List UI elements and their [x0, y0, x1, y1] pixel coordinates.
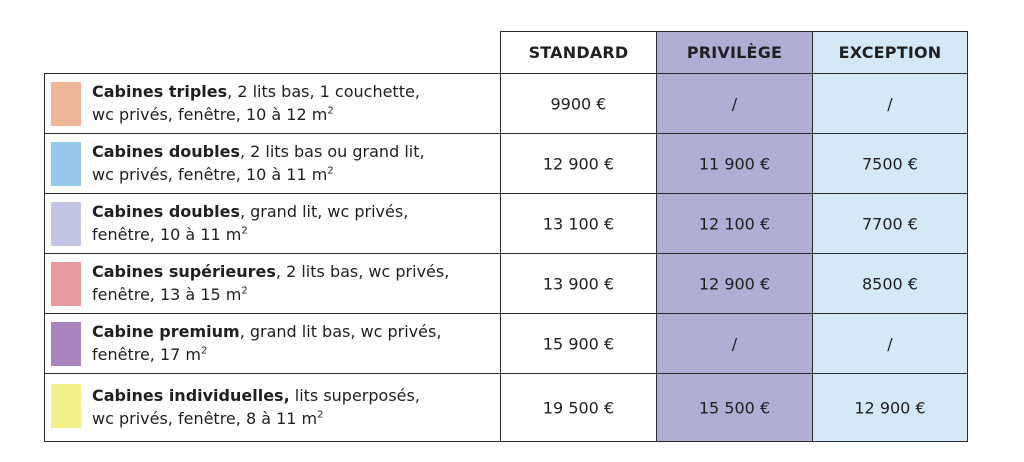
price-standard-cell — [500, 253, 657, 314]
unit-superscript: 2 — [241, 225, 248, 237]
cabin-description-cell — [44, 373, 501, 442]
table-row — [44, 193, 968, 254]
cabin-description-cell — [44, 253, 501, 314]
price-standard-cell — [500, 313, 657, 374]
price-exception: / — [887, 94, 893, 113]
cabin-name: Cabines individuelles, — [92, 386, 290, 405]
cabin-description — [92, 320, 492, 366]
price-privilege: 11 900 € — [698, 154, 771, 173]
price-exception: 7500 € — [862, 154, 918, 173]
price-exception: 12 900 € — [854, 398, 926, 417]
cabin-color-swatch — [51, 202, 81, 246]
price-privilege-cell — [656, 193, 813, 254]
header-exception: EXCEPTION — [812, 31, 968, 74]
table-row — [44, 313, 968, 374]
price-exception-cell — [812, 193, 968, 254]
price-privilege-cell — [656, 133, 813, 194]
price-privilege-cell — [656, 373, 813, 442]
unit-superscript: 2 — [327, 105, 334, 117]
table-row — [44, 73, 968, 134]
price-standard-cell — [500, 133, 657, 194]
price-standard: 15 900 € — [542, 334, 615, 353]
cabin-features-line2: fenêtre, 13 à 15 m — [92, 285, 242, 304]
price-standard: 19 500 € — [542, 398, 615, 417]
cabin-description — [92, 140, 492, 186]
price-standard: 13 100 € — [542, 214, 615, 233]
unit-superscript: 2 — [317, 409, 324, 421]
cabin-features-line2: wc privés, fenêtre, 10 à 12 m — [92, 105, 328, 124]
cabin-name: Cabines doubles — [92, 142, 240, 161]
cabin-description-cell — [44, 133, 501, 194]
price-standard: 12 900 € — [542, 154, 615, 173]
cabin-features-line2: fenêtre, 10 à 11 m — [92, 225, 242, 244]
cabin-name: Cabines supérieures — [92, 262, 276, 281]
price-exception: 8500 € — [862, 274, 918, 293]
cabin-features-line1: , 2 lits bas, 1 couchette, — [227, 82, 420, 101]
price-privilege-cell — [656, 313, 813, 374]
cabin-features-line1: , 2 lits bas, wc privés, — [275, 262, 450, 281]
unit-superscript: 2 — [201, 345, 208, 357]
cabin-color-swatch — [51, 142, 81, 186]
price-privilege-cell — [656, 253, 813, 314]
price-privilege: 12 100 € — [698, 214, 771, 233]
cabin-features-line2: fenêtre, 17 m — [92, 345, 202, 364]
price-privilege: / — [731, 334, 738, 353]
price-privilege: / — [731, 94, 738, 113]
cabin-name: Cabine premium — [92, 322, 240, 341]
price-standard: 13 900 € — [542, 274, 615, 293]
cabin-color-swatch — [51, 262, 81, 306]
cabin-features-line1: , 2 lits bas ou grand lit, — [239, 142, 425, 161]
price-standard: 9900 € — [550, 94, 607, 113]
cabin-color-swatch — [51, 82, 81, 126]
cabin-description — [92, 384, 492, 430]
price-exception-cell — [812, 73, 968, 134]
price-exception-cell — [812, 253, 968, 314]
cabin-features-line1: , grand lit bas, wc privés, — [239, 322, 442, 341]
cabin-color-swatch — [51, 384, 81, 428]
price-standard-cell — [500, 373, 657, 442]
price-standard-cell — [500, 193, 657, 254]
cabin-description — [92, 200, 492, 246]
cabin-features-line1: lits superposés, — [289, 386, 420, 405]
cabin-name: Cabines triples — [92, 82, 228, 101]
cabin-description-cell — [44, 73, 501, 134]
cabin-features-line1: , grand lit, wc privés, — [239, 202, 409, 221]
price-privilege: 12 900 € — [698, 274, 771, 293]
cabin-description — [92, 260, 492, 306]
cabin-description-cell — [44, 193, 501, 254]
price-exception: 7700 € — [862, 214, 918, 233]
price-exception-cell — [812, 313, 968, 374]
table-row — [44, 133, 968, 194]
cabin-color-swatch — [51, 322, 81, 366]
price-exception: / — [887, 334, 893, 353]
price-exception-cell — [812, 373, 968, 442]
price-exception-cell — [812, 133, 968, 194]
unit-superscript: 2 — [241, 285, 248, 297]
header-standard: STANDARD — [500, 31, 657, 74]
cabin-features-line2: wc privés, fenêtre, 8 à 11 m — [92, 409, 318, 428]
cabin-description — [92, 80, 492, 126]
price-privilege-cell — [656, 73, 813, 134]
price-standard-cell — [500, 73, 657, 134]
cabin-name: Cabines doubles — [92, 202, 240, 221]
unit-superscript: 2 — [327, 165, 334, 177]
table-row — [44, 253, 968, 314]
cabin-description-cell — [44, 313, 501, 374]
cabin-features-line2: wc privés, fenêtre, 10 à 11 m — [92, 165, 328, 184]
price-privilege: 15 500 € — [698, 398, 771, 417]
pricing-table — [44, 31, 968, 442]
header-privilege: PRIVILÈGE — [656, 31, 813, 74]
table-row — [44, 373, 968, 442]
